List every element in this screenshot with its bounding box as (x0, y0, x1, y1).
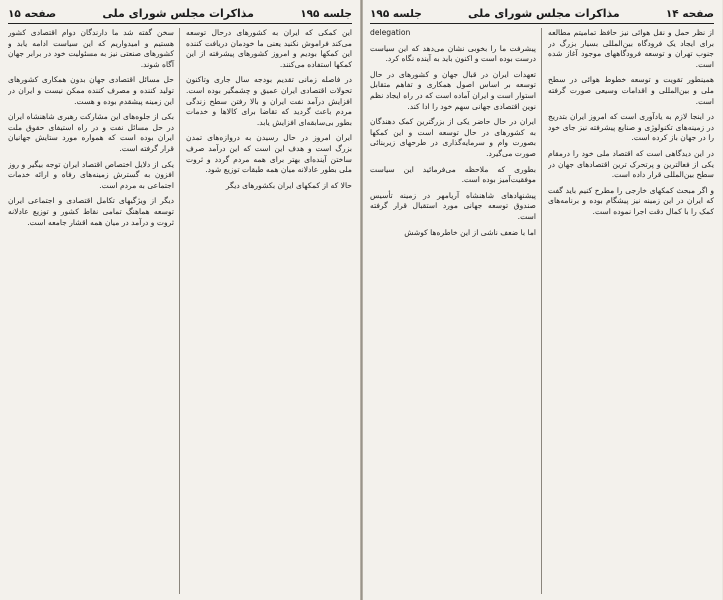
paragraph: در این دیدگاهی است که اقتصاد ملی خود را درمقام یکی از فعالترین و پرتحرک ترین اقتصادهای جهان در سطح بین‌المللی قرار داده است. (548, 148, 714, 180)
right-page (361, 0, 722, 600)
paragraph: پیشنهادهای شاهنشاه آریامهر در زمینه تأسیس صندوق توسعه جهانی مورد استقبال قرار گرفته است. (370, 190, 536, 221)
paragraph: بطوری که ملاحظه می‌فرمائید این سیاست موفقیت‌آمیز بوده است. (370, 164, 536, 185)
left-page-number: صفحه ۱۵ (8, 8, 57, 20)
paragraph: در فاصله زمانی تقدیم بودجه سال جاری وتاکنون تحولات اقتصادی ایران عمیق و چشمگیر بوده است. افزایش درآمد نفت ایران و بالا رفتن سطح زندگی مردم باعث گردید که تقاضا برای کالاها و خدمات بطور بی‌سابقه‌ای افزایش یابد. (186, 75, 352, 127)
left-col-right (186, 28, 352, 594)
paragraph: در اینجا لازم به یادآوری است که امروز ایران بتدریج در زمینه‌های تکنولوژی و صنایع پیشرفته نیز جای خود را در جهان باز کرده است. (548, 112, 714, 143)
left-session-label: جلسه ۱۹۵ (300, 8, 352, 20)
left-columns (8, 28, 352, 594)
right-session-label: جلسه ۱۹۵ (370, 8, 422, 20)
header-rule (8, 23, 352, 24)
paragraph: سخن گفته شد ما دارندگان دوام اقتصادی کشور هستیم و امیدواریم که این سیاست ادامه یابد و کشورهای صنعتی نیز به مسئولیت خود در برابر جهان آگاه شوند. (8, 28, 174, 69)
right-page-title: مذاکرات مجلس شورای ملی (468, 7, 620, 20)
paragraph: پیشرفت ما را بخوبی نشان می‌دهد که این سیاست درست بوده است و اکنون باید به آینده نگاه کرد. (370, 43, 536, 64)
paragraph: و اگر مبحث کمکهای خارجی را مطرح کنیم باید گفت که ایران در این زمینه نیز پیشگام بوده و برنامه‌های کمک را با کمال دقت اجرا نموده است. (548, 185, 714, 216)
latin-term: delegation (370, 28, 411, 37)
paragraph: تعهدات ایران در قبال جهان و کشورهای در حال توسعه بر اساس اصول همکاری و تفاهم متقابل استوار است و ایران آماده است که در راه ایجاد نظم نوین اقتصادی جهانی سهم خود را ادا کند. (370, 69, 536, 111)
paragraph: این کمکی که ایران به کشورهای درحال توسعه می‌کند فراموش نکنید یعنی ما خودمان دریافت کننده این کمکها بودیم و امروز کشورهای پیشرفته از این کمکها استفاده می‌کنند. (186, 28, 352, 69)
paragraph: بکی از جلوه‌های این مشارکت رهبری شاهنشاه ایران در حل مسائل نفت و در راه استیفای حقوق ملت ایران بوده است که همواره مورد ستایش جهانیان قرار گرفته است. (8, 112, 174, 153)
paragraph: از نظر حمل و نقل هوائی نیز حافظ تمامیتم مطالعه برای ایجاد یک فرودگاه بین‌المللی بسیار بزرگ در جنوب تهران و توسعه فرودگاههای موجود آغاز شده است. (548, 28, 714, 69)
left-page-header (8, 6, 352, 22)
left-page-title: مذاکرات مجلس شورای ملی (102, 7, 254, 20)
paragraph: همینطور تقویت و توسعه خطوط هوائی در سطح ملی و بین‌المللی و اقدامات وسیعی صورت گرفته است. (548, 75, 714, 106)
paragraph: ایران در حال حاضر یکی از بزرگترین کمک دهندگان به کشورهای در حال توسعه است و این کمکها بصورت وام و سرمایه‌گذاری در طرحهای زیربنائی صورت می‌گیرد. (370, 117, 536, 158)
left-col-left (8, 28, 180, 594)
paragraph: اما با ضعف ناشی از این خاطره‌ها کوشش (404, 227, 536, 237)
right-page-number: صفحه ۱۴ (665, 8, 714, 20)
paragraph: ایران امروز در حال رسیدن به دروازه‌های تمدن بزرگ است و هدف این است که این درآمد صرف ساختن آینده‌ای بهتر برای همه مردم گردد و ثروت ملی بطور عادلانه میان همه طبقات توزیع شود. (186, 133, 352, 175)
book-spine (360, 0, 363, 600)
right-page-header (370, 6, 714, 22)
paragraph: حل مسائل اقتصادی جهان بدون همکاری کشورهای تولید کننده و مصرف کننده ممکن نیست و ایران در این زمینه پیشقدم بوده و هست. (8, 75, 174, 106)
paragraph: یکی از دلایل اختصاص اقتصاد ایران توجه بیگیر و روز افزون به گسترش زمینه‌های رفاه و ارائه خدمات اجتماعی به مردم است. (8, 159, 174, 190)
left-page (0, 0, 361, 600)
right-col-right (548, 28, 714, 594)
right-columns (370, 28, 714, 594)
header-rule (370, 23, 714, 24)
paragraph: دیگر از ویژگیهای تکامل اقتصادی و اجتماعی ایران توسعه هماهنگ تمامی نقاط کشور و توزیع عادلانه ثروت و درآمد در میان همه اقشار جامعه است. (8, 196, 174, 227)
paragraph: حالا که از کمکهای ایران بکشورهای دیگر (225, 180, 352, 190)
right-col-left (370, 28, 542, 594)
